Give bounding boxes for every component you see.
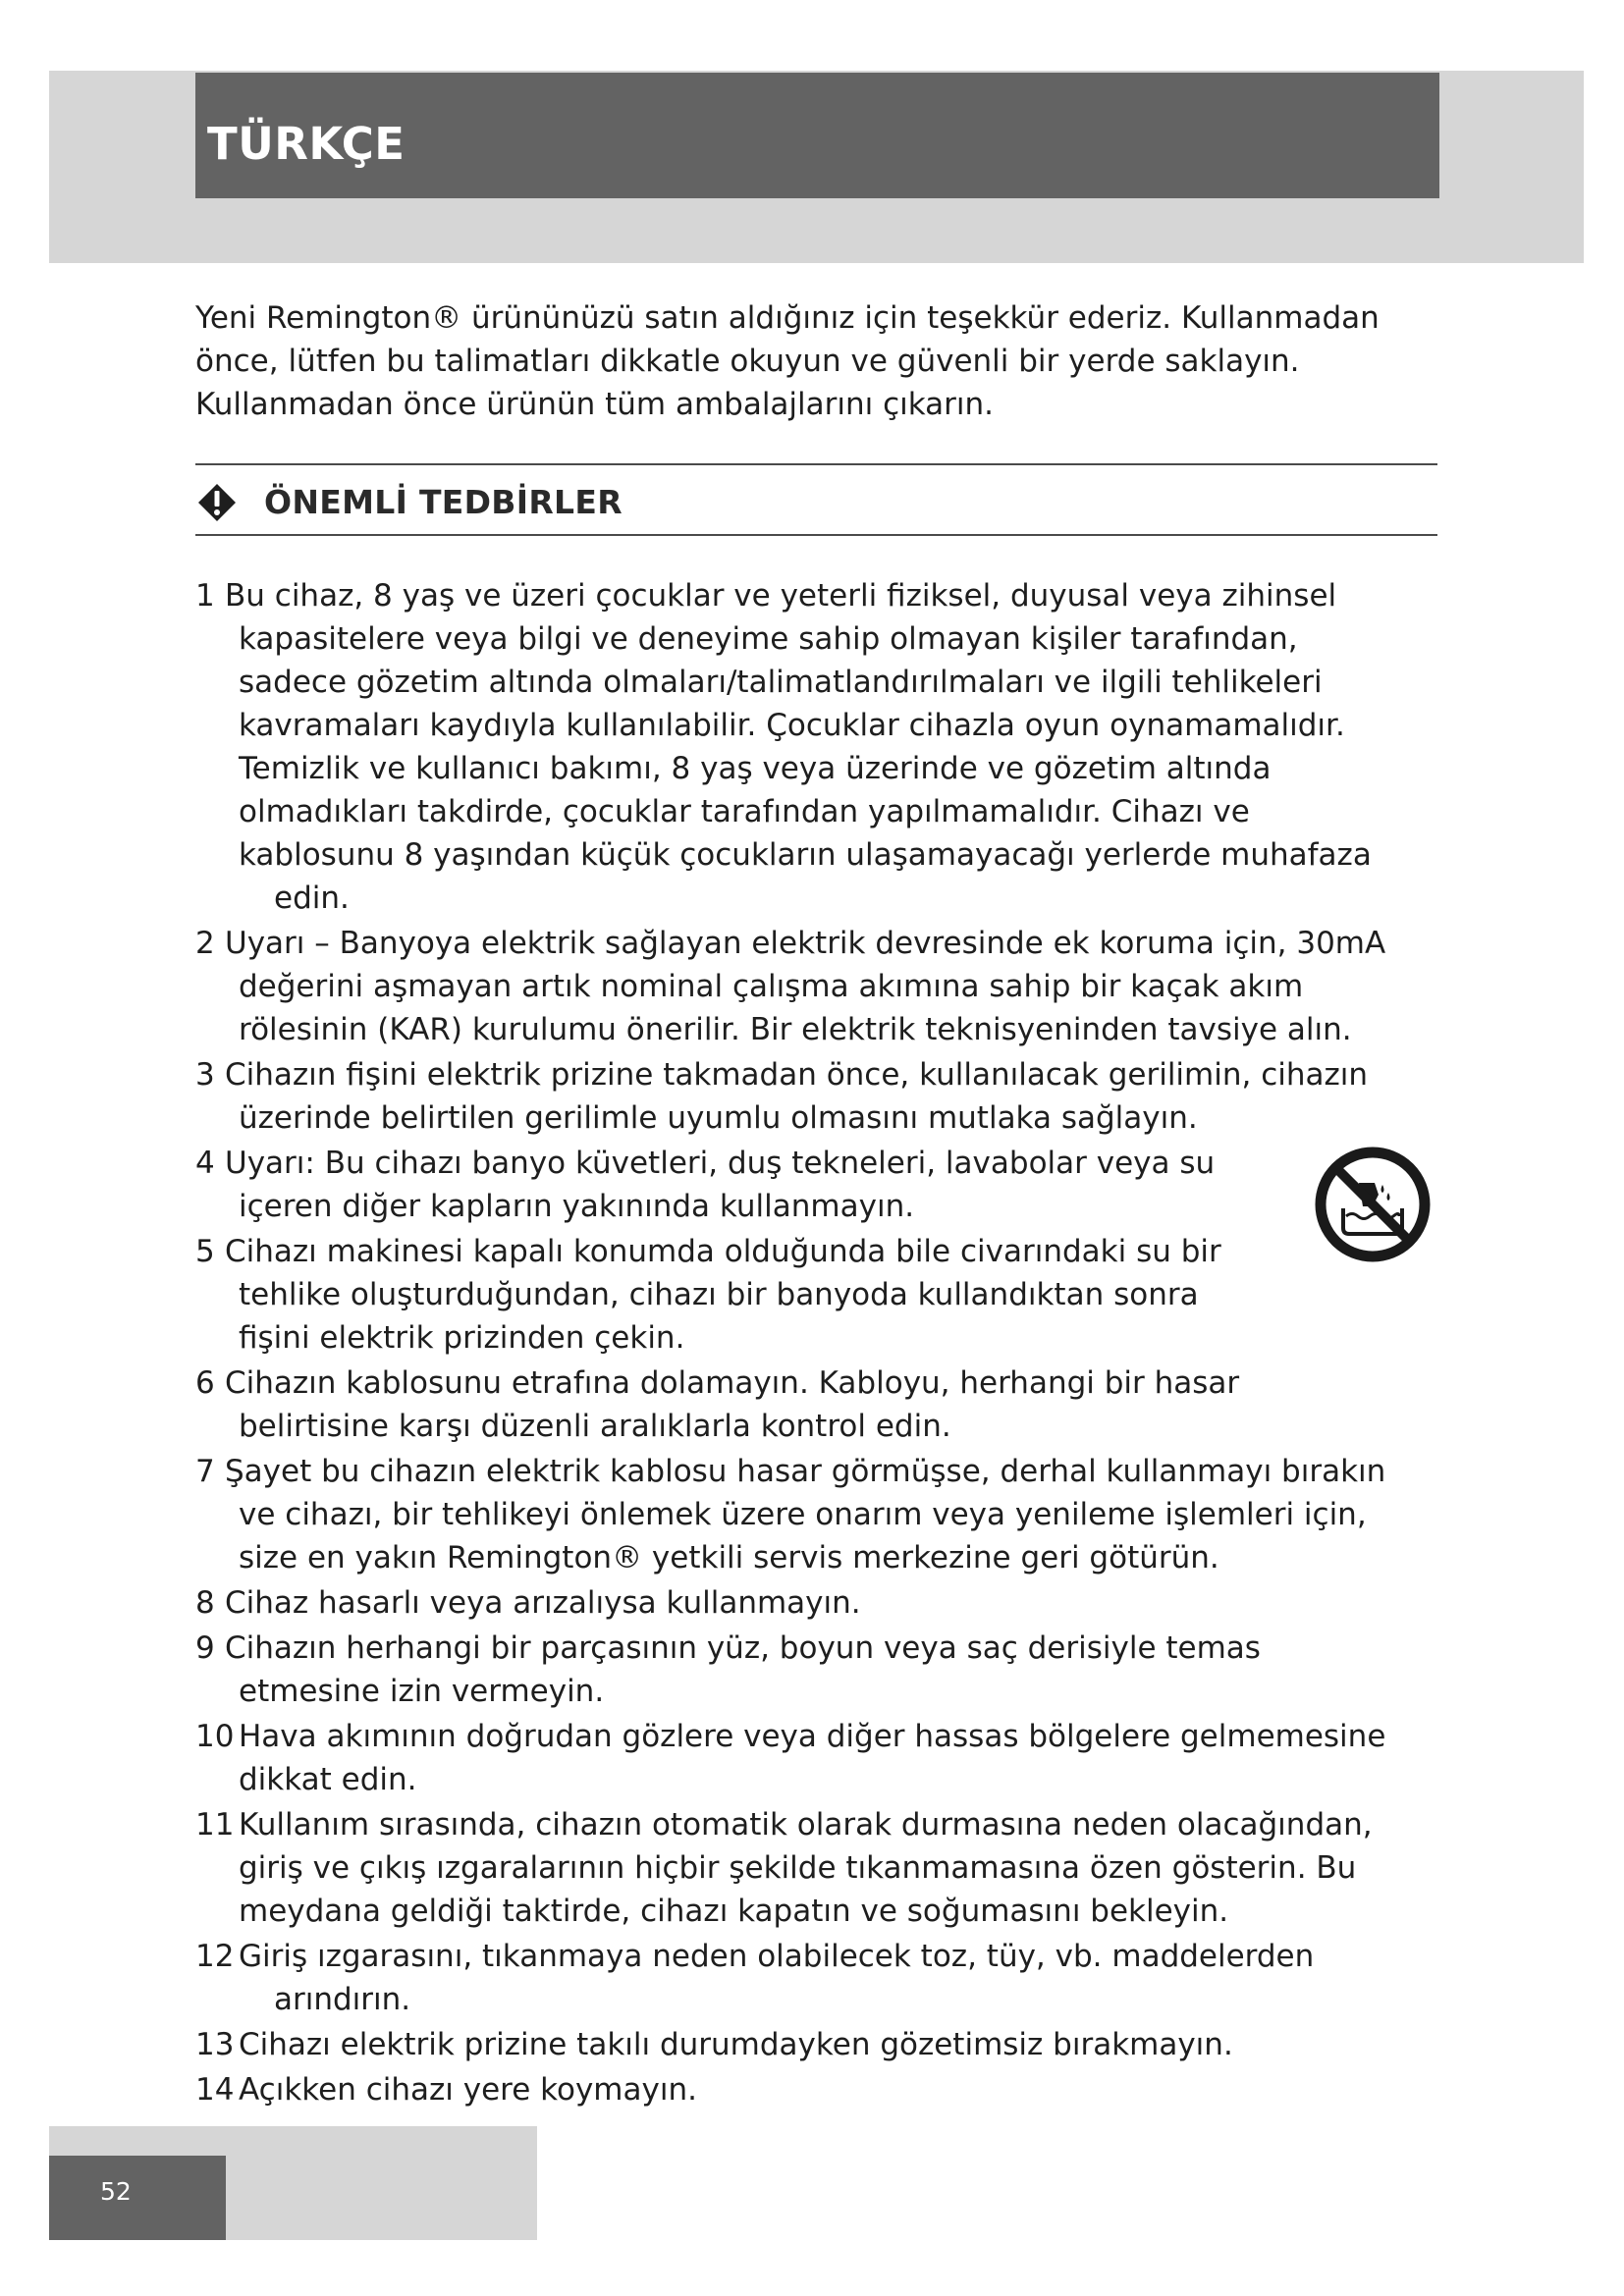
item-line: Bu cihaz, 8 yaş ve üzeri çocuklar ve yeterli fiziksel, duyusal veya zihinsel — [225, 578, 1337, 614]
item-line: Kullanım sırasında, cihazın otomatik olarak durmasına neden olacağından, — [239, 1807, 1373, 1842]
item-number: 3 — [195, 1057, 215, 1093]
item-number: 9 — [195, 1630, 215, 1666]
item-line: edin. — [274, 881, 350, 916]
page-number: 52 — [100, 2177, 132, 2206]
item-number: 10 — [195, 1719, 235, 1754]
item-line: üzerinde belirtilen gerilimle uyumlu olmasını mutlaka sağlayın. — [239, 1100, 1198, 1136]
item-line: belirtisine karşı düzenli aralıklarla kontrol edin. — [239, 1409, 951, 1444]
list-item — [195, 1230, 1433, 1360]
item-line: arındırın. — [274, 1982, 411, 2017]
item-number: 12 — [195, 1939, 235, 1974]
list-item — [195, 1362, 1433, 1448]
item-line: fişini elektrik prizinden çekin. — [239, 1320, 685, 1356]
item-line: etmesine izin vermeyin. — [239, 1674, 605, 1709]
list-item — [195, 1581, 1433, 1625]
item-line: Cihazın fişini elektrik prizine takmadan önce, kullanılacak gerilimin, cihazın — [225, 1057, 1369, 1093]
item-line: Şayet bu cihazın elektrik kablosu hasar görmüşse, derhal kullanmayı bırakın — [225, 1454, 1386, 1489]
item-number: 5 — [195, 1234, 215, 1269]
item-number: 1 — [195, 578, 215, 614]
item-line: Cihazın herhangi bir parçasının yüz, boyun veya saç derisiyle temas — [225, 1630, 1261, 1666]
item-line: giriş ve çıkış ızgaralarının hiçbir şekilde tıkanmamasına özen gösterin. Bu — [239, 1850, 1357, 1886]
item-line: ve cihazı, bir tehlikeyi önlemek üzere onarım veya yenileme işlemleri için, — [239, 1497, 1367, 1532]
header-title-box — [195, 73, 1439, 198]
safety-instructions-list — [195, 574, 1433, 2113]
item-line: Hava akımının doğrudan gözlere veya diğer hassas bölgelere gelmemesine — [239, 1719, 1386, 1754]
item-number: 13 — [195, 2027, 235, 2062]
item-line: Temizlik ve kullanıcı bakımı, 8 yaş veya üzerinde ve gözetim altında — [239, 751, 1272, 786]
item-line: meydana geldiği taktirde, cihazı kapatın ve soğumasını bekleyin. — [239, 1894, 1229, 1929]
list-item — [195, 1715, 1433, 1801]
item-line: Cihazı makinesi kapalı konumda olduğunda bile civarındaki su bir — [225, 1234, 1221, 1269]
item-line: rölesinin (KAR) kurulumu önerilir. Bir elektrik teknisyeninden tavsiye alın. — [239, 1012, 1352, 1047]
item-number: 8 — [195, 1585, 215, 1621]
item-line: Cihaz hasarlı veya arızalıysa kullanmayın. — [225, 1585, 861, 1621]
list-item — [195, 2068, 1433, 2111]
item-line: dikkat edin. — [239, 1762, 417, 1797]
heading-rule-bottom — [195, 534, 1437, 536]
item-line: Cihazın kablosunu etrafına dolamayın. Kabloyu, herhangi bir hasar — [225, 1365, 1240, 1401]
heading-rule-top — [195, 463, 1437, 465]
item-line: değerini aşmayan artık nominal çalışma akımına sahip bir kaçak akım — [239, 969, 1304, 1004]
list-item — [195, 1450, 1433, 1579]
list-item — [195, 922, 1433, 1051]
list-item — [195, 1935, 1433, 2021]
intro-line: önce, lütfen bu talimatları dikkatle okuyun ve güvenli bir yerde saklayın. — [195, 344, 1300, 379]
intro-line: Kullanmadan önce ürünün tüm ambalajlarını çıkarın. — [195, 387, 995, 422]
page-title: TÜRKÇE — [207, 118, 406, 170]
item-line: Giriş ızgarasını, tıkanmaya neden olabilecek toz, tüy, vb. maddelerden — [239, 1939, 1315, 1974]
item-line: içeren diğer kapların yakınında kullanmayın. — [239, 1189, 915, 1224]
list-item — [195, 1627, 1433, 1713]
section-heading — [195, 475, 1437, 530]
list-item — [195, 2023, 1433, 2066]
warning-diamond-icon — [197, 483, 237, 522]
no-water-bath-icon — [1314, 1146, 1432, 1263]
list-item — [195, 1142, 1433, 1228]
item-number: 4 — [195, 1146, 215, 1181]
item-number: 11 — [195, 1807, 235, 1842]
item-line: Uyarı: Bu cihazı banyo küvetleri, duş tekneleri, lavabolar veya su — [225, 1146, 1216, 1181]
item-line: kablosunu 8 yaşından küçük çocukların ulaşamayacağı yerlerde muhafaza — [239, 837, 1372, 873]
section-title: ÖNEMLİ TEDBİRLER — [264, 483, 623, 521]
item-line: olmadıkları takdirde, çocuklar tarafından yapılmamalıdır. Cihazı ve — [239, 794, 1250, 829]
item-line: size en yakın Remington® yetkili servis merkezine geri götürün. — [239, 1540, 1219, 1575]
item-line: kapasitelere veya bilgi ve deneyime sahip olmayan kişiler tarafından, — [239, 621, 1298, 657]
intro-line: Yeni Remington® ürününüzü satın aldığınız için teşekkür ederiz. Kullanmadan — [195, 300, 1380, 336]
item-number: 14 — [195, 2072, 235, 2108]
list-item — [195, 1053, 1433, 1140]
item-number: 2 — [195, 926, 215, 961]
item-line: tehlike oluşturduğundan, cihazı bir banyoda kullandıktan sonra — [239, 1277, 1199, 1312]
intro-paragraph — [195, 296, 1452, 426]
item-line: Uyarı – Banyoya elektrik sağlayan elektrik devresinde ek koruma için, 30mA — [225, 926, 1386, 961]
item-line: sadece gözetim altında olmaları/talimatlandırılmaları ve ilgili tehlikeleri — [239, 665, 1323, 700]
item-number: 6 — [195, 1365, 215, 1401]
item-line: Cihazı elektrik prizine takılı durumdayken gözetimsiz bırakmayın. — [239, 2027, 1233, 2062]
item-line: Açıkken cihazı yere koymayın. — [239, 2072, 697, 2108]
page-number-box — [49, 2156, 226, 2240]
item-number: 7 — [195, 1454, 215, 1489]
item-line: kavramaları kaydıyla kullanılabilir. Çocuklar cihazla oyun oynamamalıdır. — [239, 708, 1345, 743]
list-item — [195, 574, 1433, 920]
list-item — [195, 1803, 1433, 1933]
